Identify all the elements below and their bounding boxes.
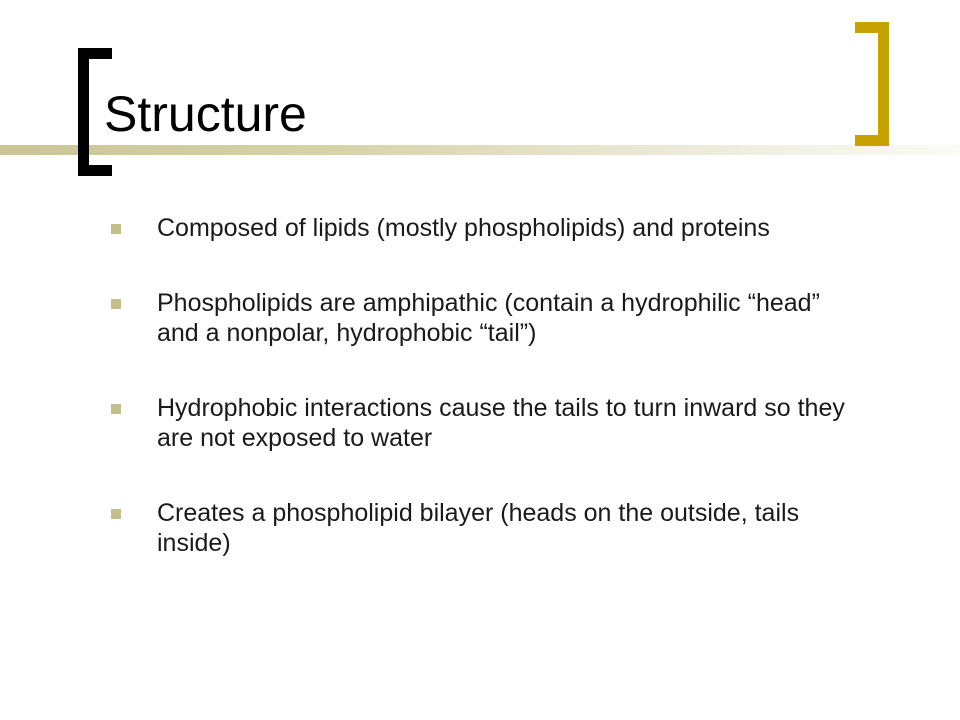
- bullet-text: Hydrophobic interactions cause the tails to turn inward so they are not exposed to water: [157, 394, 845, 452]
- bullet-item: [108, 498, 848, 558]
- right-bracket-decoration: [855, 22, 889, 146]
- title-underline-rule: [0, 145, 960, 155]
- bullet-text: Composed of lipids (mostly phospholipids) and proteins: [157, 214, 770, 242]
- bullet-list: [108, 213, 848, 603]
- bullet-item: [108, 288, 848, 348]
- square-bullet-icon: [111, 299, 121, 309]
- bullet-text: Phospholipids are amphipathic (contain a hydrophilic “head” and a nonpolar, hydrophobic “tail”): [157, 289, 820, 347]
- square-bullet-icon: [111, 509, 121, 519]
- square-bullet-icon: [111, 404, 121, 414]
- square-bullet-icon: [111, 224, 121, 234]
- bullet-item: [108, 213, 848, 243]
- bullet-text: Creates a phospholipid bilayer (heads on the outside, tails inside): [157, 499, 800, 557]
- bullet-item: [108, 393, 848, 453]
- slide-title: Structure: [104, 86, 307, 142]
